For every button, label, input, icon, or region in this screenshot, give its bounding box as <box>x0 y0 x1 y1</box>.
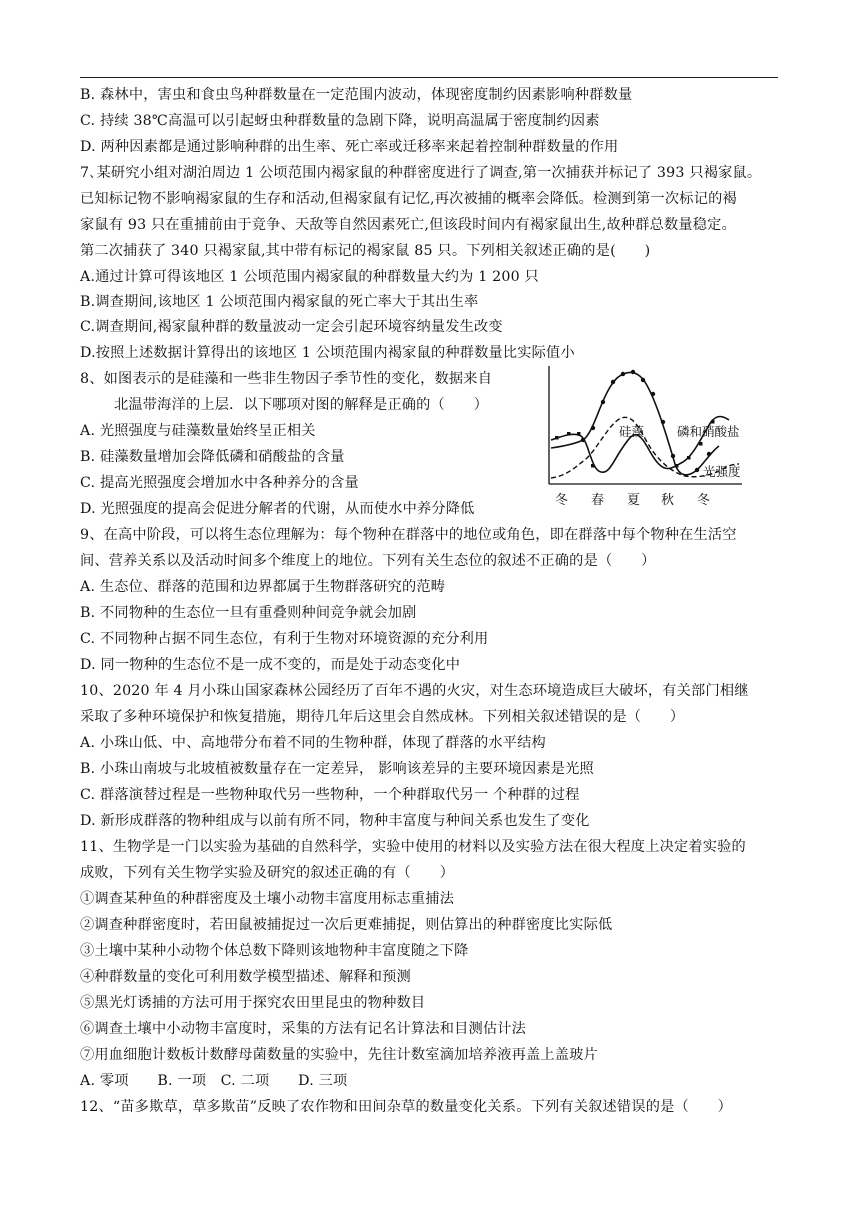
q7-stem-line-3: 家鼠有 93 只在重捕前由于竞争、天敌等自然因素死亡,但该段时间内有褐家鼠出生,故种群总数量稳定。 <box>80 217 736 233</box>
q8-option-d: D. 光照强度的提高会促进分解者的代谢，从而使水中养分降低 <box>80 501 475 517</box>
q7-stem-line-2: 已知标记物不影响褐家鼠的生存和活动,但褐家鼠有记忆,再次被捕的概率会降低。检测到第一次标记的褐 <box>80 191 737 207</box>
q9-option-d: D. 同一物种的生态位不是一成不变的，而是处于动态变化中 <box>80 657 461 673</box>
label-diatom: 硅藻 <box>619 424 645 439</box>
season-label: 冬 <box>555 493 569 508</box>
q8-option-c: C. 提高光照强度会增加水中各种养分的含量 <box>80 475 359 491</box>
q8-option-a: A. 光照强度与硅藻数量始终呈正相关 <box>80 423 316 439</box>
q11-item-7: ⑦用血细胞计数板计数酵母菌数量的实验中，先往计数室滴加培养液再盖上盖玻片 <box>80 1047 598 1063</box>
q11-stem-line-2: 成败，下列有关生物学实验及研究的叙述正确的有（ ） <box>80 865 455 881</box>
q7-stem-line-4: 第二次捕获了 340 只褐家鼠,其中带有标记的褐家鼠 85 只。下列相关叙述正确的是( ) <box>80 243 651 259</box>
q11-item-3: ③土壤中某种小动物个体总数下降则该地物种丰富度随之下降 <box>80 943 469 959</box>
q10-stem-line-2: 采取了多种环境保护和恢复措施，期待几年后这里会自然成林。下列相关叙述错误的是（ ） <box>80 709 685 725</box>
q6-option-b: B. 森林中，害虫和食虫鸟种群数量在一定范围内波动，体现密度制约因素影响种群数量 <box>80 87 633 103</box>
season-label: 冬 <box>697 493 711 508</box>
label-light: 光强度 <box>703 464 741 479</box>
q11-options: A. 零项 B. 一项 C. 二项 D. 三项 <box>80 1073 348 1089</box>
seasonal-diatom-figure <box>547 366 785 514</box>
q7-option-c: C.调查期间,褐家鼠种群的数量波动一定会引起环境容纳量发生改变 <box>80 319 503 335</box>
season-label: 夏 <box>627 493 641 508</box>
q8-stem-line-2: 北温带海洋的上层．以下哪项对图的解释是正确的（ ） <box>114 397 489 413</box>
q6-option-d: D. 两种因素都是通过影响种群的出生率、死亡率或迁移率来起着控制种群数量的作用 <box>80 139 619 155</box>
q8-option-b: B. 硅藻数量增加会降低磷和硝酸盐的含量 <box>80 449 345 465</box>
label-nutrient: 磷和硝酸盐 <box>677 424 740 439</box>
q7-stem-line-1: 7､某研究小组对湖泊周边 1 公顷范围内褐家鼠的种群密度进行了调查,第一次捕获并标记了 393 只褐家鼠。 <box>80 165 762 181</box>
q11-item-5: ⑤黑光灯诱捕的方法可用于探究农田里昆虫的物种数目 <box>80 995 426 1011</box>
q10-option-c: C. 群落演替过程是一些物种取代另一些物种，一个种群取代另一 个种群的过程 <box>80 787 580 803</box>
q10-option-a: A. 小珠山低、中、高地带分布着不同的生物种群，体现了群落的水平结构 <box>80 735 546 751</box>
q10-option-b: B. 小珠山南坡与北坡植被数量存在一定差异， 影响该差异的主要环境因素是光照 <box>80 761 594 777</box>
season-label: 春 <box>591 493 605 508</box>
q11-item-2: ②调查种群密度时，若田鼠被捕捉过一次后更难捕捉，则估算出的种群密度比实际低 <box>80 917 613 933</box>
q12-stem: 12、“苗多欺草，草多欺苗”反映了农作物和田间杂草的数量变化关系。下列有关叙述错误的是（ ） <box>80 1099 733 1115</box>
q6-option-c: C. 持续 38℃高温可以引起蚜虫种群数量的急剧下降，说明高温属于密度制约因素 <box>80 113 600 129</box>
q9-option-c: C. 不同物种占据不同生态位，有利于生物对环境资源的充分利用 <box>80 631 489 647</box>
q11-item-4: ④种群数量的变化可利用数学模型描述、解释和预测 <box>80 969 411 985</box>
q7-option-b: B.调查期间,该地区 1 公顷范围内褐家鼠的死亡率大于其出生率 <box>80 294 479 310</box>
q7-option-a: A.通过计算可得该地区 1 公顷范围内褐家鼠的种群数量大约为 1 200 只 <box>80 269 539 285</box>
q11-item-1: ①调查某种鱼的种群密度及土壤小动物丰富度用标志重捕法 <box>80 891 455 907</box>
q9-stem-line-1: 9、在高中阶段，可以将生态位理解为：每个物种在群落中的地位或角色，即在群落中每个物种在生活空 <box>80 527 737 543</box>
q11-item-6: ⑥调查土壤中小动物丰富度时，采集的方法有记名计算法和目测估计法 <box>80 1021 527 1037</box>
q9-stem-line-2: 间、营养关系以及活动时间多个维度上的地位。下列有关生态位的叙述不正确的是（ ） <box>80 553 656 569</box>
q9-option-b: B. 不同物种的生态位一旦有重叠则种间竞争就会加剧 <box>80 605 417 621</box>
q8-stem-line-1: 8、如图表示的是硅藻和一些非生物因子季节性的变化，数据来自 <box>80 371 493 387</box>
header-rule <box>80 77 778 78</box>
q7-option-d: D.按照上述数据计算得出的该地区 1 公顷范围内褐家鼠的种群数量比实际值小 <box>80 345 575 361</box>
q10-option-d: D. 新形成群落的物种组成与以前有所不同，物种丰富度与种间关系也发生了变化 <box>80 813 590 829</box>
q10-stem-line-1: 10、2020 年 4 月小珠山国家森林公园经历了百年不遇的火灾，对生态环境造成巨大破坏，有关部门相继 <box>80 683 749 699</box>
q9-option-a: A. 生态位、群落的范围和边界都属于生物群落研究的范畴 <box>80 579 446 595</box>
season-label: 秋 <box>661 493 675 508</box>
q11-stem-line-1: 11、生物学是一门以实验为基础的自然科学，实验中使用的材料以及实验方法在很大程度上决定着实验的 <box>80 839 746 855</box>
